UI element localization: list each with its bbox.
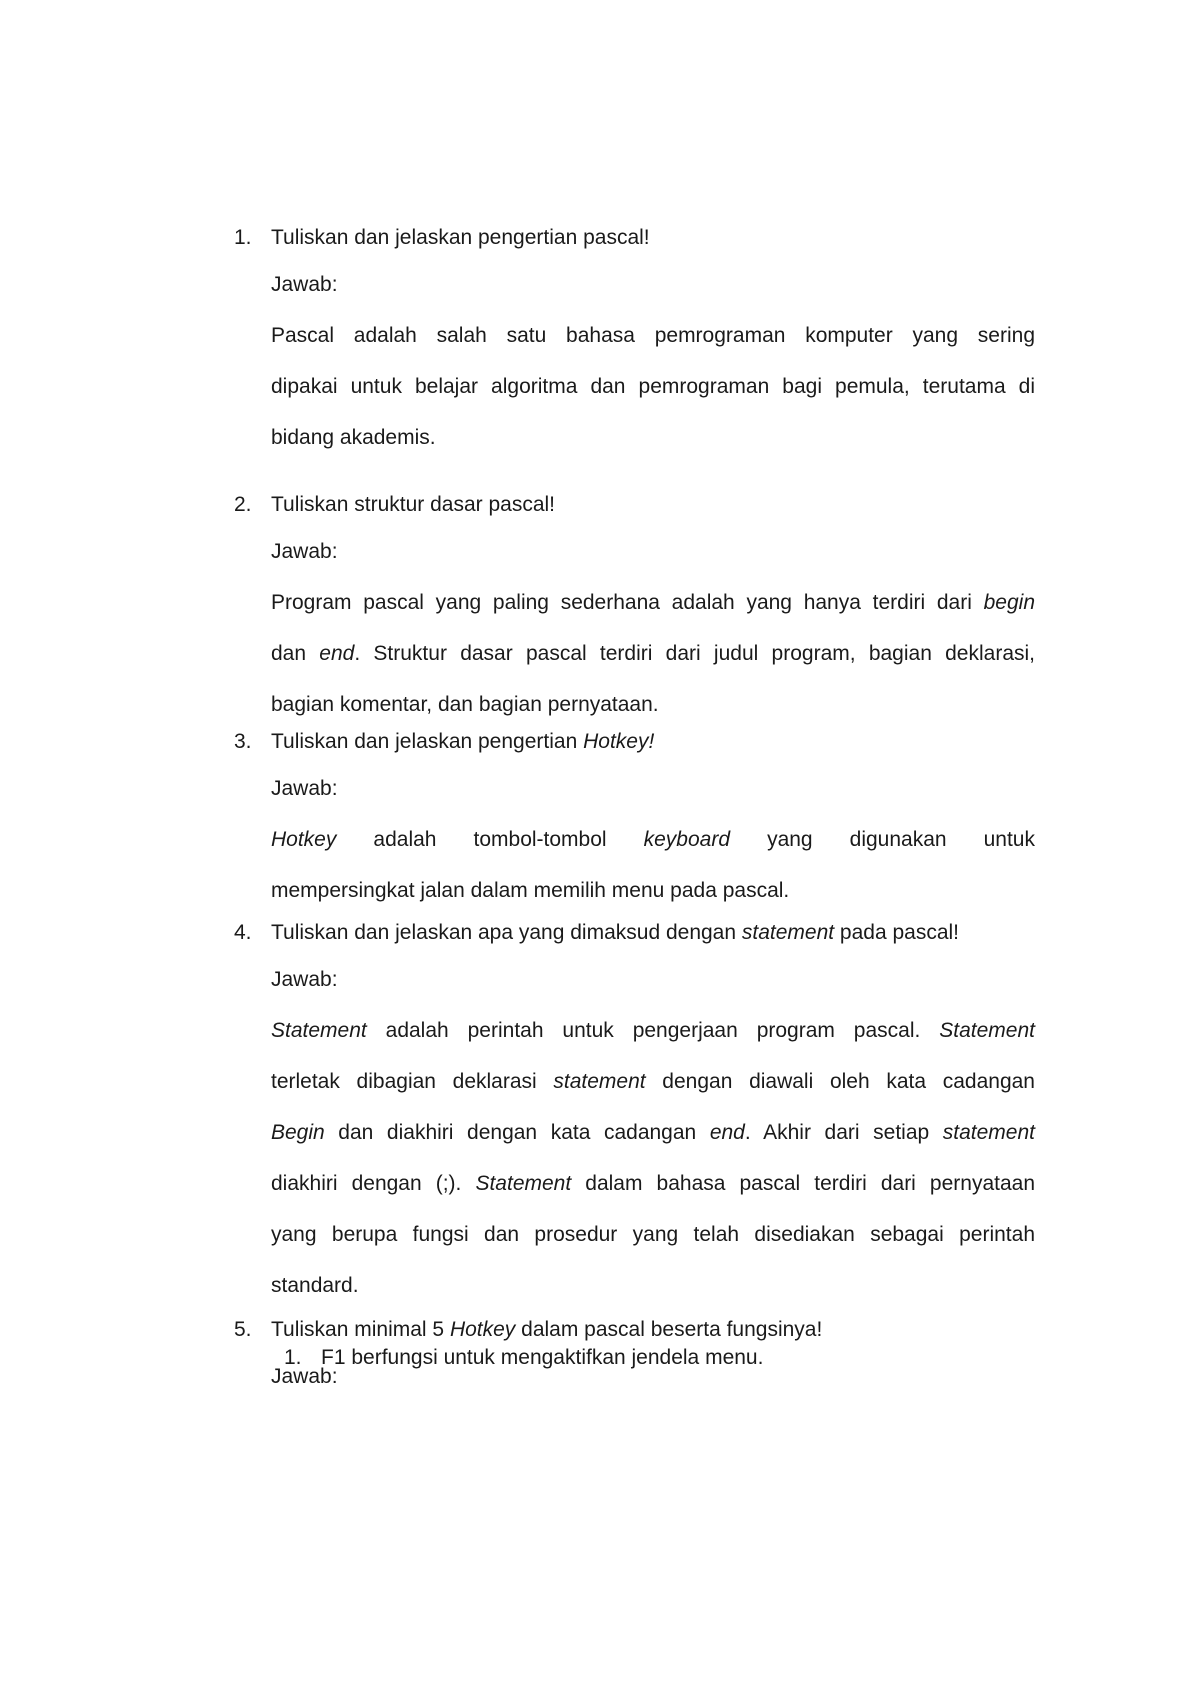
question-body	[271, 716, 1035, 916]
question-body	[271, 479, 1035, 730]
answer-line	[271, 814, 1035, 865]
question-title	[271, 479, 1035, 530]
question-title	[271, 907, 1035, 958]
italic-term: keyboard	[643, 828, 731, 851]
text-run: pada pascal!	[834, 921, 960, 944]
text-run: dan diakhiri dengan kata cadangan	[324, 1121, 710, 1144]
italic-term: Statement	[271, 1019, 367, 1042]
answer-label: Jawab:	[271, 540, 338, 563]
italic-term: statement	[741, 921, 835, 944]
answer-label: Jawab:	[271, 1365, 338, 1388]
question-title	[271, 716, 1035, 767]
question-number: 1.	[234, 226, 252, 249]
hotkey-list-text: F1 berfungsi untuk mengaktifkan jendela menu.	[321, 1346, 764, 1369]
italic-term: Hotkey	[271, 828, 337, 851]
text-run: Tuliskan minimal 5	[271, 1318, 450, 1341]
italic-term: Hotkey	[449, 1318, 516, 1341]
text-run: yang digunakan untuk	[730, 828, 1035, 851]
text-run: dan	[271, 642, 320, 665]
answer-line	[271, 577, 1035, 628]
text-run: standard.	[271, 1274, 359, 1297]
answer-line	[271, 1158, 1035, 1209]
text-run: dipakai untuk belajar algoritma dan pemrograman bagi pemula, terutama di	[271, 375, 1035, 398]
italic-term: Begin	[271, 1121, 325, 1144]
italic-term: end	[709, 1121, 745, 1144]
text-run: Tuliskan dan jelaskan pengertian pascal!	[271, 226, 650, 249]
text-run: terletak dibagian deklarasi	[271, 1070, 554, 1093]
italic-term: statement	[553, 1070, 646, 1093]
answer-line	[271, 1005, 1035, 1056]
italic-term: begin	[983, 591, 1035, 614]
text-run: . Struktur dasar pascal terdiri dari judul program, bagian deklarasi,	[354, 642, 1036, 665]
question-number: 5.	[234, 1318, 252, 1341]
italic-term: Hotkey!	[583, 730, 655, 753]
answer-label: Jawab:	[271, 777, 338, 800]
question-body	[271, 212, 1035, 463]
text-run: Tuliskan struktur dasar pascal!	[271, 493, 556, 516]
question-body	[271, 907, 1035, 1311]
answer-line	[271, 628, 1035, 679]
question-number: 3.	[234, 730, 252, 753]
question-number: 4.	[234, 921, 252, 944]
text-run: dalam bahasa pascal terdiri dari pernyataan	[571, 1172, 1036, 1195]
italic-term: Statement	[939, 1019, 1035, 1042]
text-run: bidang akademis.	[271, 426, 436, 449]
answer-line	[271, 412, 1035, 463]
text-run: diakhiri dengan (;).	[271, 1172, 476, 1195]
answer-line	[271, 1056, 1035, 1107]
italic-term: statement	[942, 1121, 1035, 1144]
text-run: yang berupa fungsi dan prosedur yang telah disediakan sebagai perintah	[271, 1223, 1035, 1246]
text-run: mempersingkat jalan dalam memilih menu pada pascal.	[271, 879, 790, 902]
hotkey-list-number: 1.	[284, 1346, 302, 1369]
text-run: dalam pascal beserta fungsinya!	[515, 1318, 823, 1341]
answer-line	[271, 310, 1035, 361]
italic-term: end	[319, 642, 355, 665]
answer-label: Jawab:	[271, 968, 338, 991]
text-run: bagian komentar, dan bagian pernyataan.	[271, 693, 659, 716]
answer-line	[271, 1107, 1035, 1158]
text-run: Program pascal yang paling sederhana adalah yang hanya terdiri dari	[271, 591, 984, 614]
question-title	[271, 212, 1035, 263]
answer-line	[271, 1209, 1035, 1260]
question-number: 2.	[234, 493, 252, 516]
text-run: . Akhir dari setiap	[744, 1121, 943, 1144]
answer-label: Jawab:	[271, 273, 338, 296]
text-run: dengan diawali oleh kata cadangan	[645, 1070, 1035, 1093]
text-run: Pascal adalah salah satu bahasa pemrograman komputer yang sering	[271, 324, 1035, 347]
text-run: Tuliskan dan jelaskan pengertian	[271, 730, 584, 753]
text-run: Tuliskan dan jelaskan apa yang dimaksud dengan	[271, 921, 742, 944]
text-run: adalah tombol-tombol	[336, 828, 644, 851]
text-run: adalah perintah untuk pengerjaan program pascal.	[366, 1019, 940, 1042]
answer-line	[271, 361, 1035, 412]
italic-term: Statement	[475, 1172, 572, 1195]
